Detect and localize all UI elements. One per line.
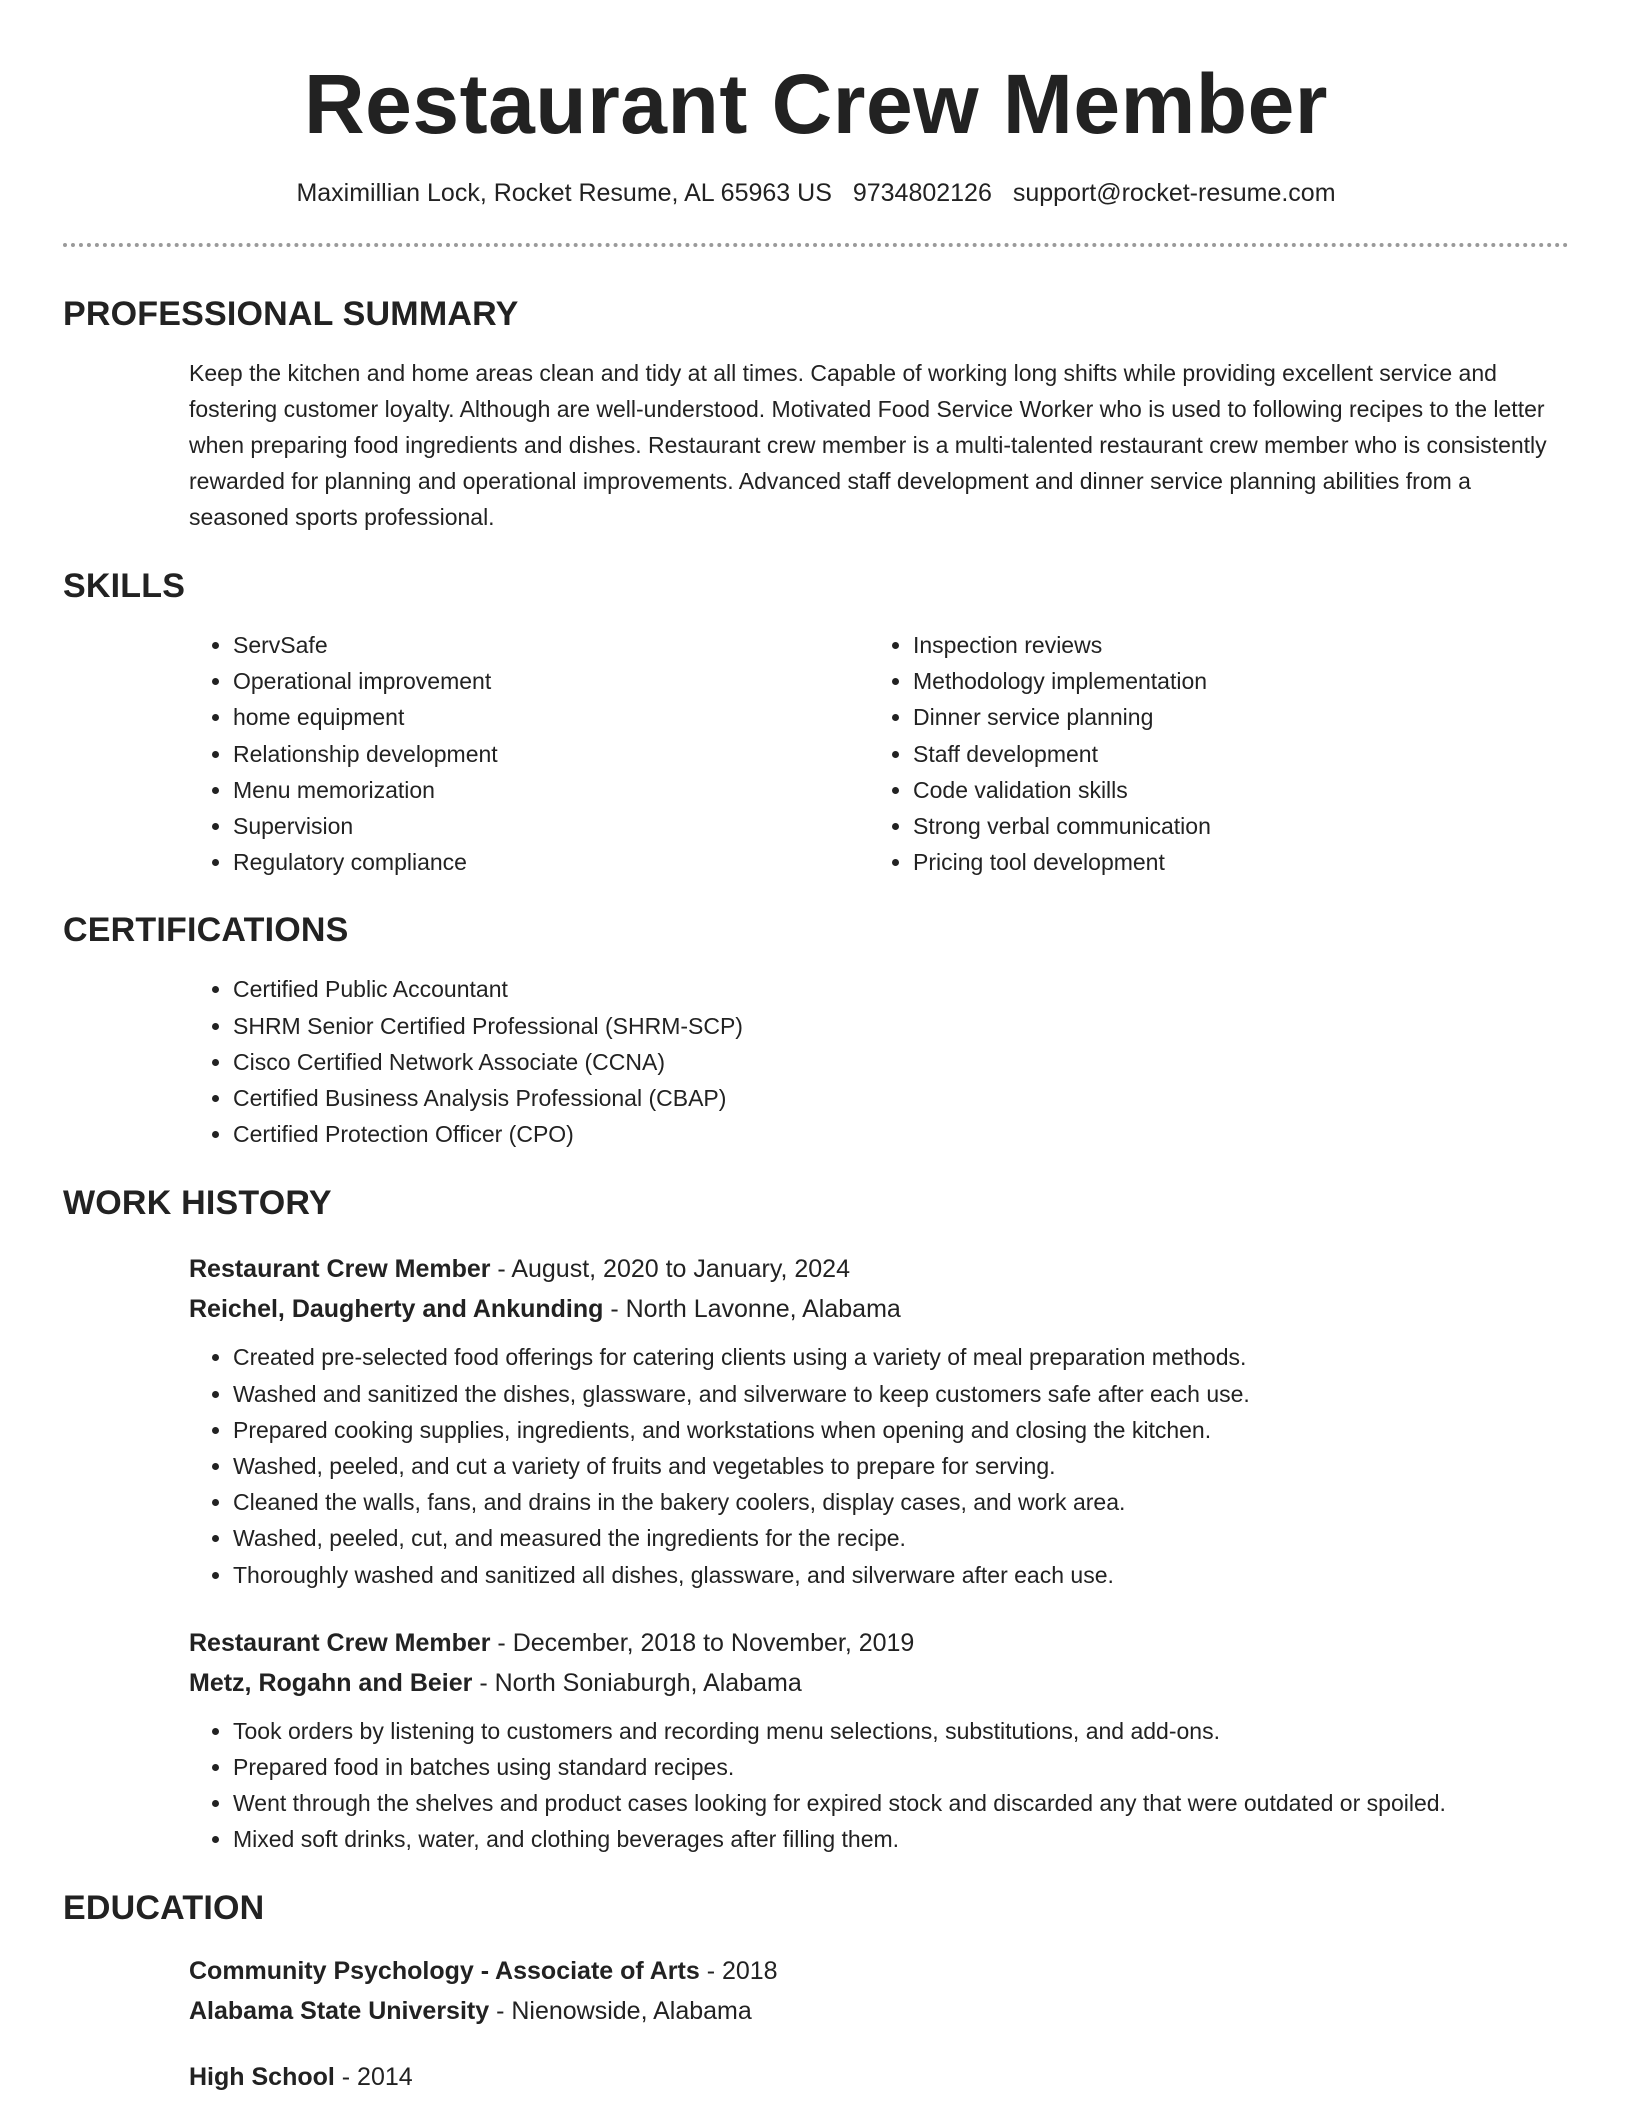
job-role-line — [189, 1249, 1569, 1289]
certification-item: • SHRM Senior Certified Professional (SHRM-SCP) — [233, 1008, 1569, 1044]
skill-item: • Staff development — [913, 736, 1211, 772]
job-company: Reichel, Daugherty and Ankunding — [189, 1295, 604, 1324]
resume-name: Restaurant Crew Member — [304, 57, 1328, 151]
skill-item: • Pricing tool development — [913, 844, 1211, 880]
job-dates: - August, 2020 to January, 2024 — [490, 1255, 850, 1284]
education-entry — [189, 1951, 1569, 2031]
skill-item: • Relationship development — [233, 736, 869, 772]
summary-text: Keep the kitchen and home areas clean and tidy at all times. Capable of working long shifts while providing excellent service and fostering customer loyalty. Although are well-understood. Motivated Food Service Worker who is used to following recipes to the letter when preparing food ingredients and dishes. Restaurant crew member is a multi-talented restaurant crew member who is consistently rewarded for planning and operational improvements. Advanced staff development and dinner service planning abilities from a seasoned sports professional. — [189, 360, 1547, 530]
skills-list-left — [189, 627, 869, 880]
section-title-skills: SKILLS — [63, 567, 186, 605]
skill-item: • Code validation skills — [913, 772, 1211, 808]
job-duty: • Washed, peeled, cut, and measured the ingredients for the recipe. — [233, 1520, 1569, 1556]
contact-line — [63, 176, 1569, 210]
skill-item: • Dinner service planning — [913, 699, 1211, 735]
job-role: Restaurant Crew Member — [189, 1628, 491, 1657]
job-duty: • Mixed soft drinks, water, and clothing beverages after filling them. — [233, 1821, 1569, 1857]
job-duty: • Cleaned the walls, fans, and drains in the bakery coolers, display cases, and work area. — [233, 1484, 1569, 1520]
job-duty: • Went through the shelves and product cases looking for expired stock and discarded any that were outdated or spoiled. — [233, 1785, 1569, 1821]
skills-grid — [189, 627, 1569, 880]
job-duty: • Prepared food in batches using standard recipes. — [233, 1749, 1569, 1785]
job-duty: • Prepared cooking supplies, ingredients, and workstations when opening and closing the kitchen. — [233, 1412, 1569, 1448]
contact-email: support@rocket-resume.com — [1012, 179, 1336, 207]
education-degree-line — [189, 1951, 1569, 1991]
job-role: Restaurant Crew Member — [189, 1255, 491, 1284]
job-duties-list — [189, 1339, 1569, 1592]
job-dates: - December, 2018 to November, 2019 — [490, 1628, 915, 1657]
education-location: - Nienowside, Alabama — [489, 1996, 752, 2025]
job-location: - North Soniaburgh, Alabama — [472, 1668, 802, 1697]
certification-item: • Certified Protection Officer (CPO) — [233, 1116, 1569, 1152]
skill-item: • Menu memorization — [233, 772, 869, 808]
education-year: - 2018 — [699, 1956, 778, 1985]
job-role-line — [189, 1623, 1569, 1663]
certification-item: • Cisco Certified Network Associate (CCNA) — [233, 1044, 1569, 1080]
job-location: - North Lavonne, Alabama — [603, 1295, 901, 1324]
contact-address: Maximillian Lock, Rocket Resume, AL 65963 US — [296, 179, 832, 207]
skill-item: • home equipment — [233, 699, 869, 735]
skill-item: • Supervision — [233, 808, 869, 844]
education-year: - 2014 — [334, 2062, 413, 2091]
section-title-certifications: CERTIFICATIONS — [63, 911, 349, 950]
skill-item: • ServSafe — [233, 627, 869, 663]
job-entry — [189, 1249, 1569, 1592]
skill-item: • Operational improvement — [233, 663, 869, 699]
job-duty: • Washed and sanitized the dishes, glassware, and silverware to keep customers safe after each use. — [233, 1376, 1569, 1412]
education-degree: Community Psychology - Associate of Arts — [189, 1956, 700, 1985]
education-school: Alabama State University — [189, 1996, 490, 2025]
education-degree-line — [189, 2057, 1569, 2097]
job-duty: • Took orders by listening to customers and recording menu selections, substitutions, and add-ons. — [233, 1713, 1569, 1749]
skill-item: • Regulatory compliance — [233, 844, 869, 880]
section-title-education: EDUCATION — [63, 1888, 265, 1927]
header-divider — [63, 243, 1569, 247]
skill-item: • Inspection reviews — [913, 627, 1211, 663]
education-entry — [189, 2057, 1569, 2097]
job-company-line — [189, 1663, 1569, 1703]
section-title-summary: PROFESSIONAL SUMMARY — [63, 295, 519, 333]
education-degree: High School — [189, 2062, 335, 2091]
certification-item: • Certified Public Accountant — [233, 971, 1569, 1007]
skill-item: • Methodology implementation — [913, 663, 1211, 699]
job-duty: • Created pre-selected food offerings for catering clients using a variety of meal preparation methods. — [233, 1339, 1569, 1375]
job-duty: • Thoroughly washed and sanitized all dishes, glassware, and silverware after each use. — [233, 1557, 1569, 1593]
job-company: Metz, Rogahn and Beier — [189, 1668, 473, 1697]
skills-list-right — [869, 627, 1211, 880]
section-title-work-history: WORK HISTORY — [63, 1184, 332, 1223]
job-duty: • Washed, peeled, and cut a variety of fruits and vegetables to prepare for serving. — [233, 1448, 1569, 1484]
job-entry — [189, 1623, 1569, 1858]
job-duties-list — [189, 1713, 1569, 1858]
education-school-line — [189, 1991, 1569, 2031]
certification-item: • Certified Business Analysis Professional (CBAP) — [233, 1080, 1569, 1116]
certifications-list — [189, 971, 1569, 1152]
contact-phone: 9734802126 — [852, 179, 992, 207]
skill-item: • Strong verbal communication — [913, 808, 1211, 844]
job-company-line — [189, 1289, 1569, 1329]
